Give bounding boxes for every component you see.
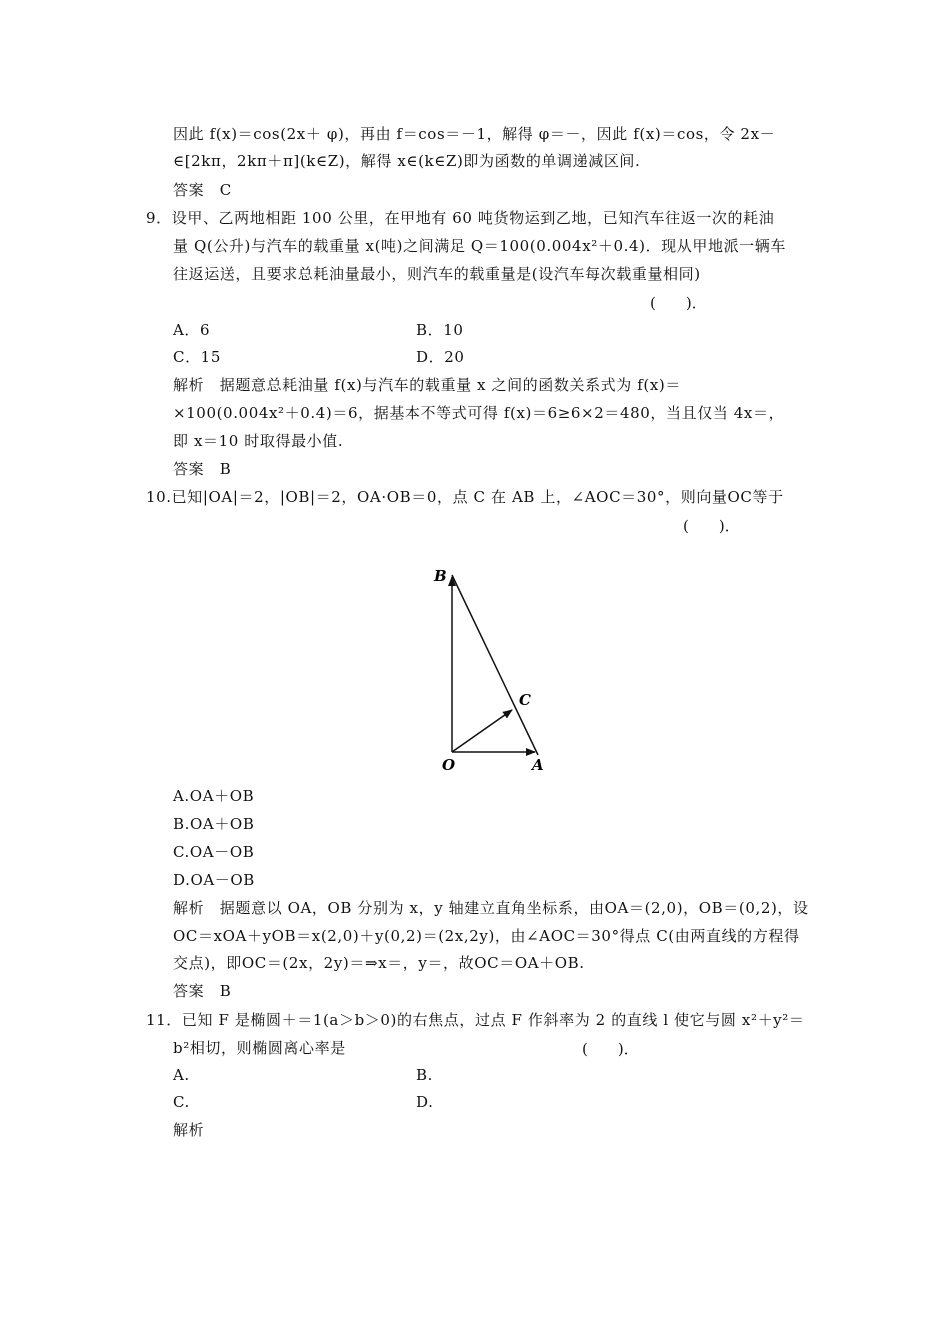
q10-stem-line1: 10.已知|OA|＝2，|OB|＝2，OA·OB＝0，点 C 在 AB 上，∠AOC＝30°，则向量OC等于 [146,488,784,506]
sol8-answer: 答案 C [173,181,232,199]
segment-ab [452,575,538,755]
q9-stem-line2: 量 Q(公升)与汽车的载重量 x(吨)之间满足 Q＝100(0.004x²＋0.4)．现从甲地派一辆车 [173,237,786,255]
q9-analysis-line1: 解析 据题意总耗油量 f(x)与汽车的载重量 x 之间的函数关系式为 f(x)＝ [173,376,681,394]
q10-analysis-line2: OC＝xOA＋yOB＝x(2,0)＋y(0,2)＝(2x,2y)，由∠AOC＝30°得点 C(由两直线的方程得 [173,927,800,945]
sol8-line2: ∈[2kπ，2kπ＋π](k∈Z)，解得 x∈(k∈Z)即为函数的单调递减区间. [173,152,641,170]
q11-option-d: D. [416,1093,434,1111]
q10-analysis-line3: 交点)，即OC＝(2x，2y)＝⇒x＝，y＝，故OC＝OA＋OB. [173,954,585,972]
q10-analysis-line1: 解析 据题意以 OA，OB 分别为 x，y 轴建立直角坐标系，由OA＝(2,0)，OB＝(0,2)，设 [173,899,809,917]
label-c: C [519,691,531,709]
label-a: A [532,756,544,774]
q10-answer-paren: ( )． [683,517,740,535]
q9-option-a: A．6 [173,321,211,339]
vector-oc [452,710,512,752]
q9-option-d: D．20 [416,348,465,366]
triangle-vector-figure [430,565,560,775]
q10-option-c: C.OA－OB [173,843,255,861]
q9-option-c: C．15 [173,348,221,366]
q11-answer-paren: ( )． [582,1040,639,1058]
q9-answer: 答案 B [173,460,232,478]
q10-option-b: B.OA＋OB [173,815,255,833]
sol8-line1: 因此 f(x)＝cos(2x＋ φ)，再由 f＝cos＝－1，解得 φ＝－，因此 f(x)＝cos，令 2x－ [173,125,776,143]
q10-option-a: A.OA＋OB [173,787,255,805]
q10-option-d: D.OA－OB [173,871,255,889]
q11-option-c: C. [173,1093,190,1111]
q9-analysis-line2: ×100(0.004x²＋0.4)＝6，据基本不等式可得 f(x)＝6≥6×2＝480，当且仅当 4x＝， [173,404,785,422]
q11-option-b: B. [416,1066,433,1084]
q9-analysis-line3: 即 x＝10 时取得最小值. [173,432,344,450]
label-o: O [442,756,456,774]
q9-answer-paren: ( )． [650,294,707,312]
q11-analysis: 解析 [173,1121,205,1139]
q10-answer: 答案 B [173,982,232,1000]
q9-option-b: B．10 [416,321,464,339]
q9-stem-line1: 9．设甲、乙两地相距 100 公里，在甲地有 60 吨货物运到乙地，已知汽车往返一次的耗油 [146,209,775,227]
q11-option-a: A. [173,1066,190,1084]
q11-stem-line1: 11．已知 F 是椭圆＋＝1(a＞b＞0)的右焦点，过点 F 作斜率为 2 的直线 l 使它与圆 x²＋y²＝ [146,1011,805,1029]
q9-stem-line3: 往返运送，且要求总耗油量最小，则汽车的载重量是(设汽车每次载重量相同) [173,265,701,283]
q11-stem-line2: b²相切，则椭圆离心率是 [173,1039,346,1057]
label-b: B [434,567,447,585]
